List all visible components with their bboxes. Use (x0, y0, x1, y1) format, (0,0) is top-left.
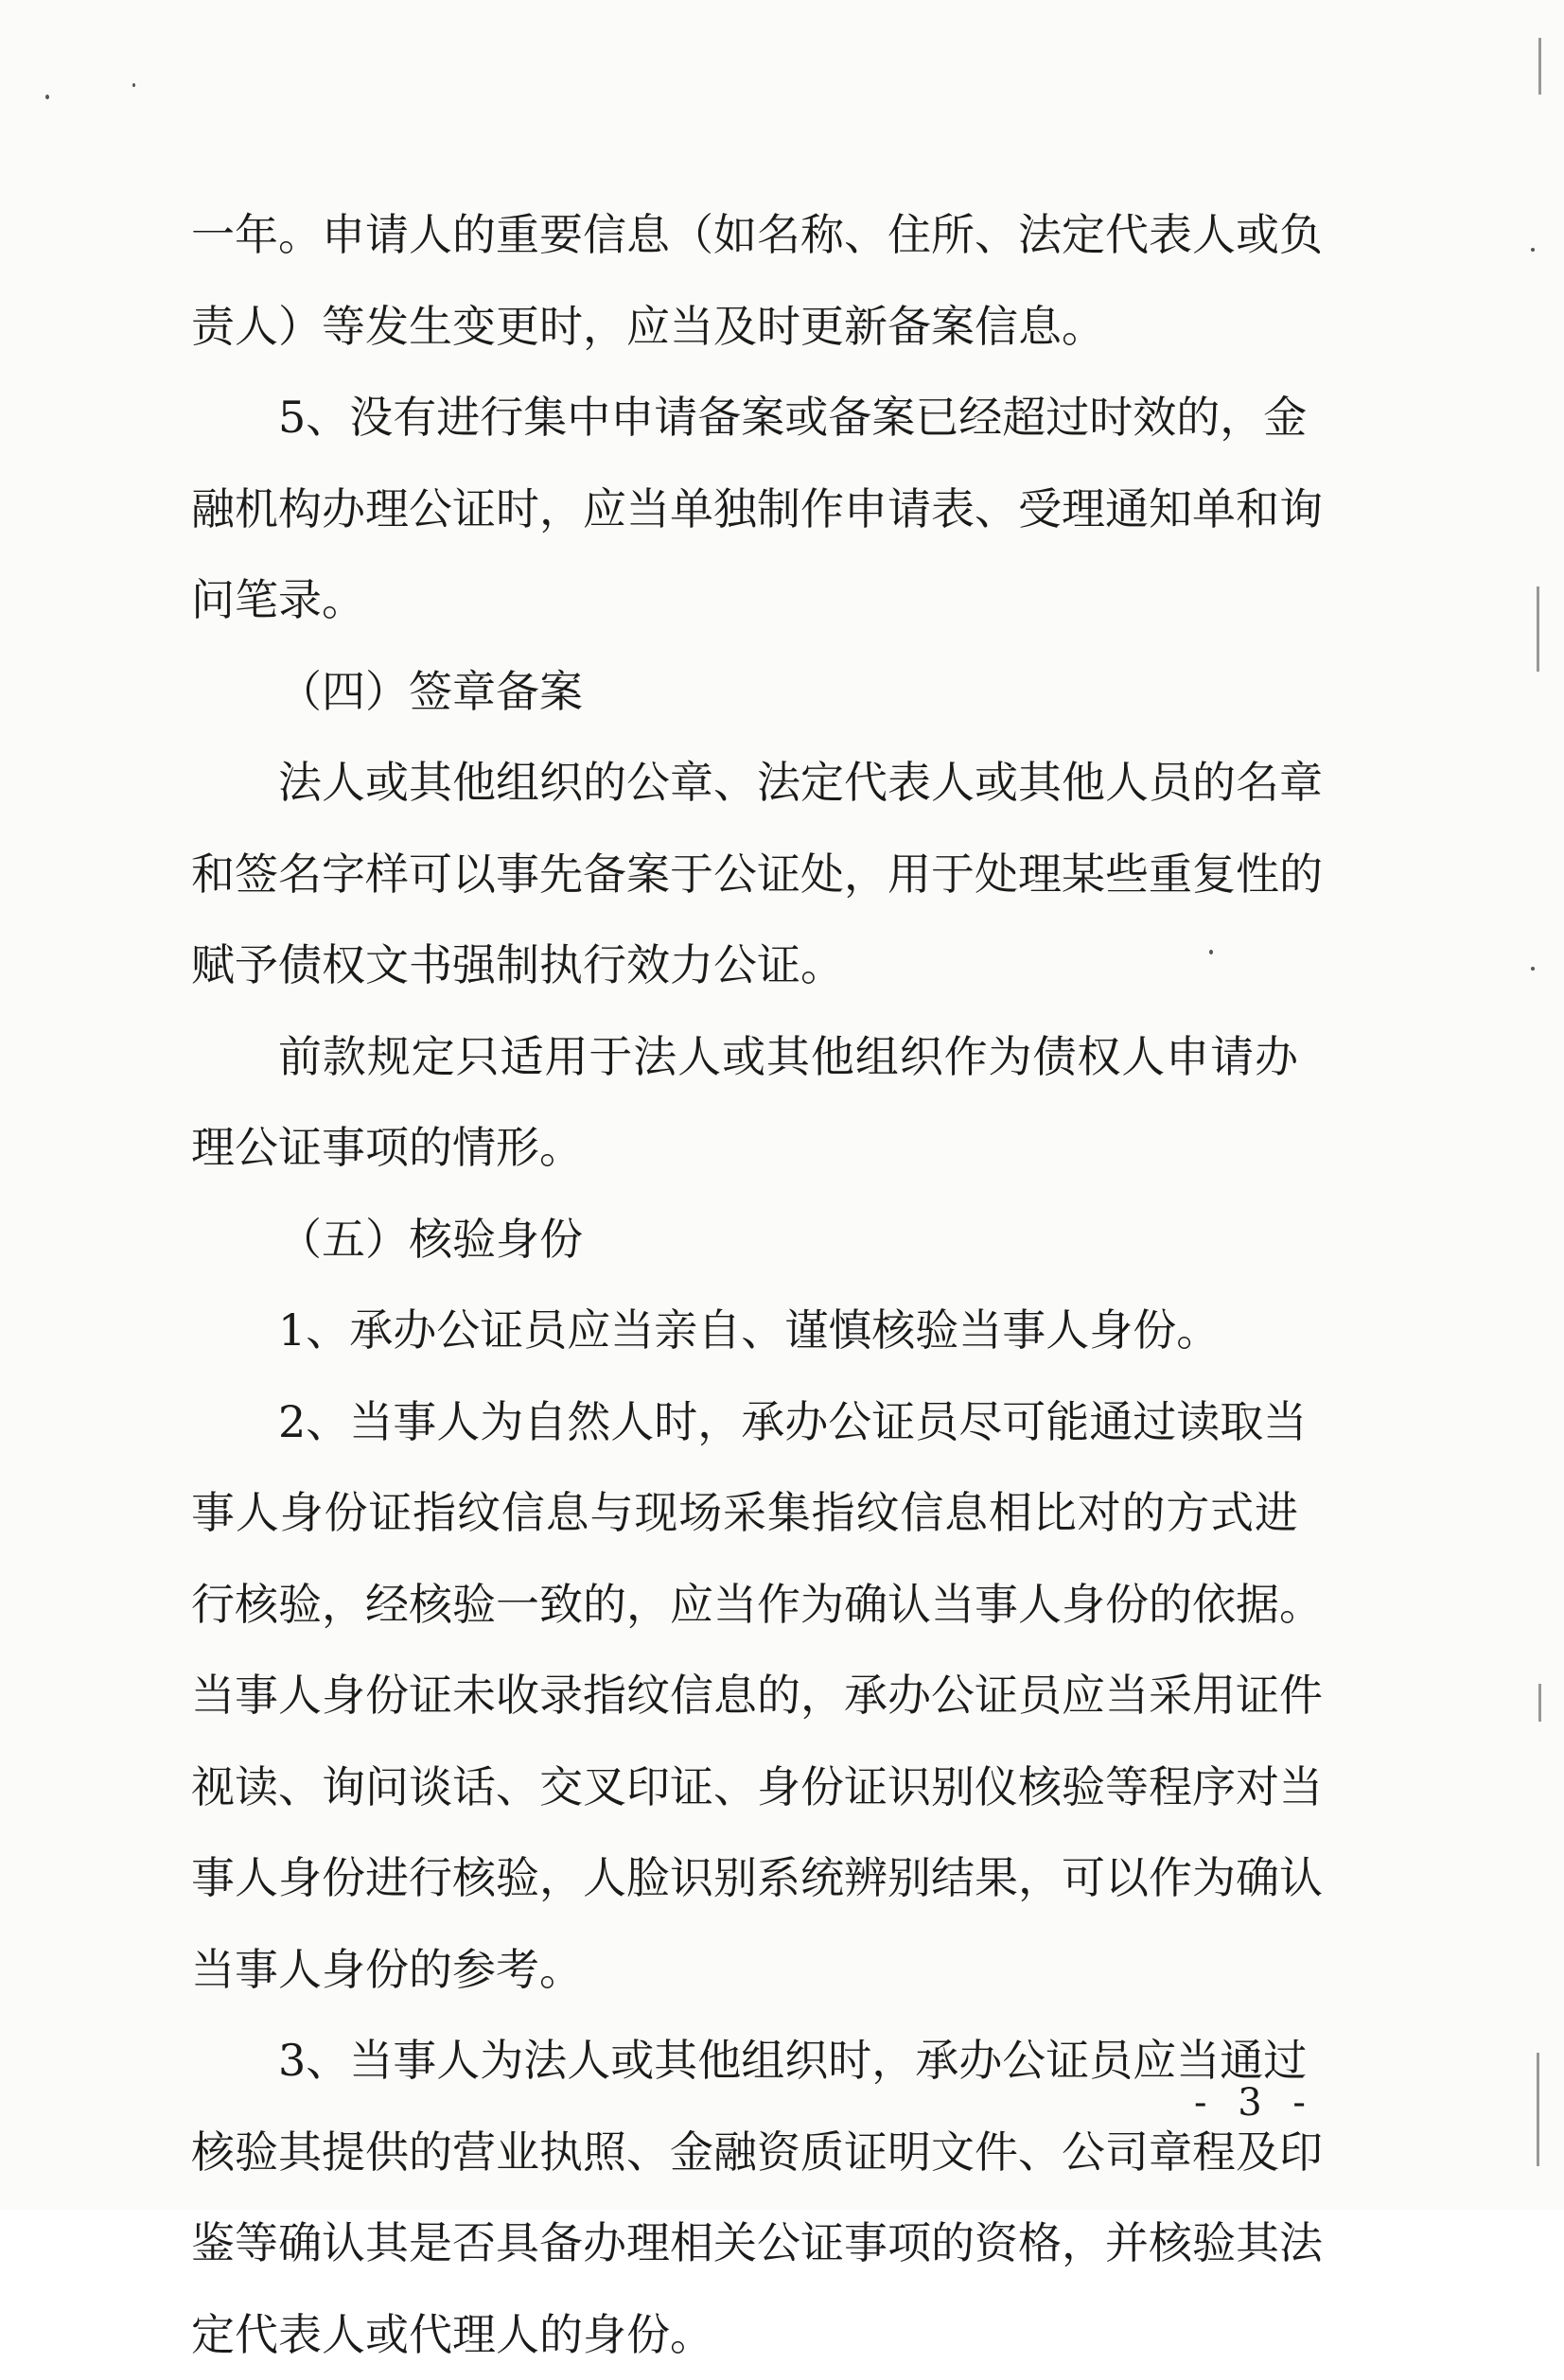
body-line: 视读、询问谈话、交叉印证、身份证识别仪核验等程序对当 (191, 1741, 1298, 1833)
body-line: 事人身份进行核验，人脸识别系统辨别结果，可以作为确认 (191, 1832, 1298, 1924)
body-line: 理公证事项的情形。 (191, 1102, 1298, 1194)
scan-edge-mark (1538, 1684, 1541, 1722)
body-line: 融机构办理公证时，应当单独制作申请表、受理通知单和询 (191, 464, 1298, 555)
body-line: 一年。申请人的重要信息（如名称、住所、法定代表人或负 (191, 189, 1298, 281)
paragraph-start: 法人或其他组织的公章、法定代表人或其他人员的名章 (191, 737, 1298, 829)
body-line: 鉴等确认其是否具备办理相关公证事项的资格，并核验其法 (191, 2197, 1298, 2289)
body-line: 赋予债权文书强制执行效力公证。 (191, 919, 1298, 1011)
body-line: 核验其提供的营业执照、金融资质证明文件、公司章程及印 (191, 2107, 1298, 2198)
scan-speck (1531, 967, 1535, 971)
numbered-item-3: 3、当事人为法人或其他组织时，承办公证员应当通过 (191, 2015, 1298, 2107)
section-heading-5: （五）核验身份 (191, 1194, 1298, 1286)
scan-edge-mark (1538, 38, 1541, 95)
numbered-item-1: 1、承办公证员应当亲自、谨慎核验当事人身份。 (191, 1285, 1298, 1376)
body-line: 问笔录。 (191, 554, 1298, 646)
scan-speck (1531, 248, 1535, 252)
body-line: 定代表人或代理人的身份。 (191, 2289, 1298, 2380)
body-line: 当事人身份的参考。 (191, 1924, 1298, 2016)
body-line: 事人身份证指纹信息与现场采集指纹信息相比对的方式进 (191, 1467, 1298, 1559)
document-body (191, 189, 1298, 2380)
body-line: 行核验，经核验一致的，应当作为确认当事人身份的依据。 (191, 1559, 1298, 1651)
body-line: 和签名字样可以事先备案于公证处，用于处理某些重复性的 (191, 829, 1298, 920)
section-heading-4: （四）签章备案 (191, 646, 1298, 738)
paragraph-start: 前款规定只适用于法人或其他组织作为债权人申请办 (191, 1011, 1298, 1103)
numbered-item-2: 2、当事人为自然人时，承办公证员尽可能通过读取当 (191, 1376, 1298, 1468)
numbered-item-5: 5、没有进行集中申请备案或备案已经超过时效的，金 (191, 372, 1298, 464)
scan-edge-mark (1537, 2053, 1539, 2166)
body-line: 当事人身份证未收录指纹信息的，承办公证员应当采用证件 (191, 1650, 1298, 1741)
body-line: 责人）等发生变更时，应当及时更新备案信息。 (191, 281, 1298, 373)
scan-speck (45, 95, 49, 99)
page-number: - 3 - (1194, 2081, 1315, 2125)
scan-edge-mark (1537, 586, 1539, 672)
scan-speck (132, 83, 135, 87)
